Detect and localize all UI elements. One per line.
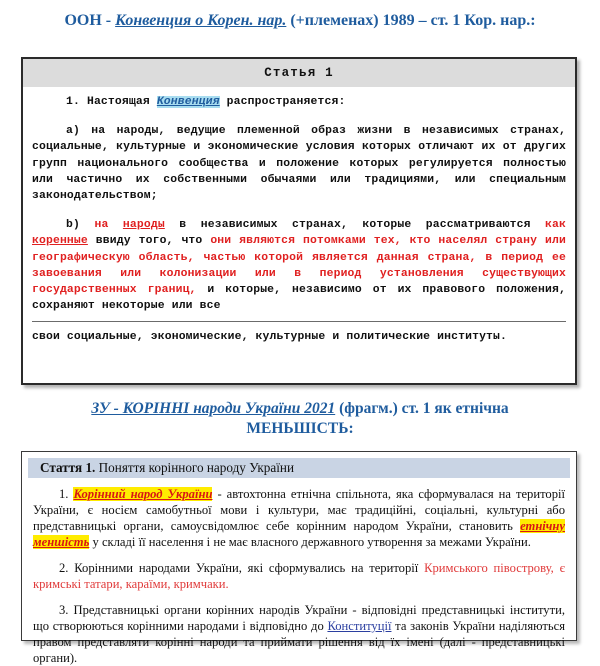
doc2-item2-red: Кримського півострову, є кримські татари, караїми, кримчаки. (33, 561, 565, 591)
doc1-b-korennye-underlined: коренные (32, 235, 88, 248)
doc1-b-red-1: на (94, 219, 123, 232)
doc1-article-header: Статья 1 (23, 59, 575, 87)
doc2-item3-part2: та законів України наділяються правом представляти корінні народи та приймати рішення від їх імені (далі - представницькі органи). (33, 619, 566, 665)
doc2-konstytutsiyi-link[interactable]: Конституції (327, 619, 392, 633)
doc1-body (23, 87, 575, 322)
doc1-intro-paragraph (32, 94, 566, 110)
doc2-article-header (28, 458, 570, 478)
heading-ukraine-link[interactable]: ЗУ - КОРІННІ народи України 2021 (91, 400, 336, 417)
doc2-korinnyi-narod-highlight: Корінний народ України (73, 487, 213, 501)
heading-un-link[interactable]: Конвенция о Корен. нар. (115, 12, 287, 29)
doc2-item1-end: у складі її населення і не має власного державного утворення за межами України. (89, 535, 531, 549)
doc1-tail-paragraph: свои социальные, экономические, культурные и политические институты. (32, 331, 508, 344)
doc1-paragraph-a: a) на народы, ведущие племенной образ жизни в независимых странах, социальные, культурные и экономические условия которых отличают их от других групп национального сообщества и положение которых регулируется полностью или частично их собственными обычаями или традициями, или специальным законодательством; (32, 125, 566, 203)
heading-un-convention (0, 11, 600, 31)
doc1-b-black-1: в независимых странах, которые рассматриваются (164, 219, 546, 232)
doc2-item-2 (33, 560, 565, 592)
doc1-b-black-3: и которые, независимо от их правового положения, сохраняют некоторые или все (32, 284, 566, 313)
document-box-un-convention (21, 57, 577, 385)
doc1-b-black-2: ввиду того, что (87, 235, 211, 248)
doc2-header-rest: Поняття корінного народу України (95, 460, 295, 475)
doc1-tail-section (23, 322, 575, 345)
doc2-item-1 (33, 486, 565, 550)
doc1-b-red-2: как (545, 219, 566, 232)
doc2-item-3 (33, 602, 565, 666)
heading-un-suffix: (+племенах) 1989 – ст. 1 Кор. нар.: (286, 12, 536, 29)
heading-un-prefix: ООН - (64, 12, 116, 29)
doc1-paragraph-b (32, 217, 566, 314)
doc2-item2-black: Корінними народами України, які сформувались на території (74, 561, 425, 575)
document-box-ukraine-law (21, 451, 577, 665)
doc1-konvenciya-link[interactable]: Конвенция (156, 96, 220, 108)
doc2-header-bold: Стаття 1. (40, 460, 96, 475)
doc2-item2-number: 2. (59, 561, 75, 575)
doc2-item1-number: 1. (59, 487, 74, 501)
doc1-b-narody-underlined: народы (122, 219, 165, 232)
doc2-etnichnu-menshist-highlight: етнічну меншість (33, 519, 565, 549)
heading-ukraine-suffix: (фрагм.) ст. 1 як етнічна (335, 400, 509, 417)
doc1-intro-number: 1. Настоящая (66, 96, 157, 108)
doc1-b-label: b) (66, 219, 95, 232)
doc1-intro-rest: распространяется: (219, 96, 346, 108)
doc2-item1-mid: - автохтонна етнічна спільнота, яка сформувалася на території України, є носієм самобутньої мови і культури, має традиційні, соціальні, культурні або представницькі органи, самоусвідомлює себе корінним народом України, становить (33, 487, 566, 533)
heading-ukraine-line2: МЕНЬШІСТЬ: (246, 419, 354, 437)
doc1-b-red-3: они являются потомками тех, кто населял страну или географическую область, частью которой является данная страна, в период ее завоевания или колонизации или в период установления существующих государственных границ, (32, 235, 566, 297)
doc2-item3-part1: Представницькі органи корінних народів України - відповідні представницькі інститути, що створюються корінними народами і відповідно до (33, 603, 565, 633)
doc2-item3-number: 3. (59, 603, 74, 617)
heading-ukraine-law (0, 399, 600, 439)
doc2-body (22, 478, 576, 666)
